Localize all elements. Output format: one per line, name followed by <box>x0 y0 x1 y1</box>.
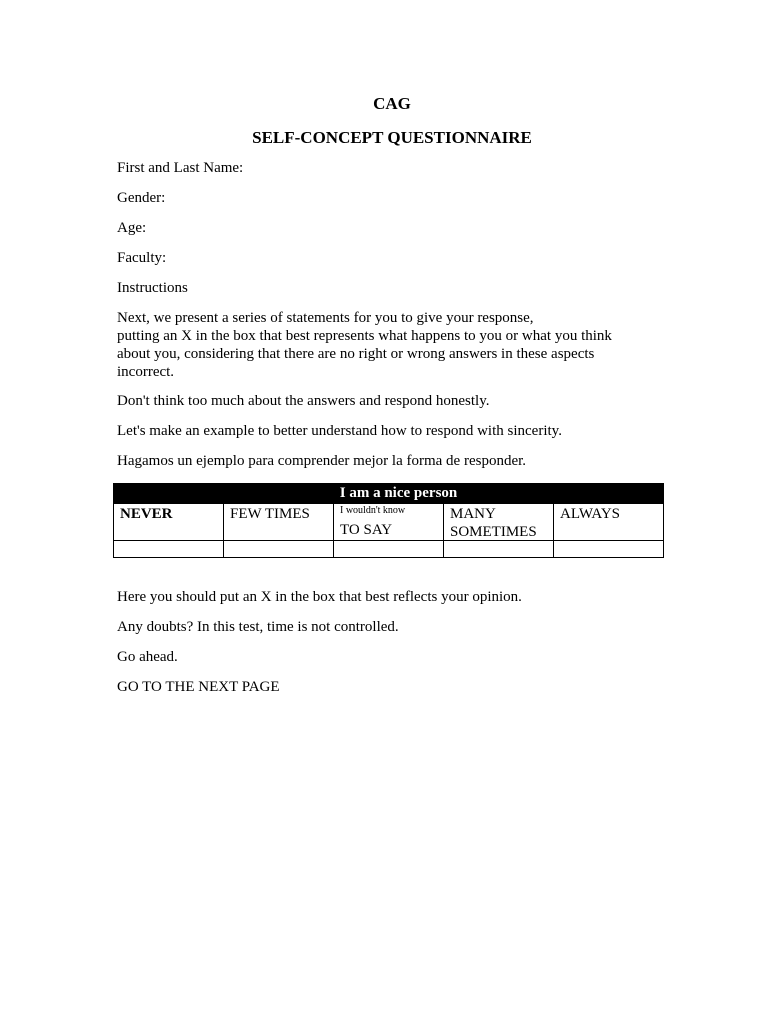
answer-box-never[interactable] <box>114 541 224 558</box>
option-wouldnt-know-small: I wouldn't know <box>340 505 406 516</box>
example-table <box>113 483 664 558</box>
mark-instruction-text: Here you should put an X in the box that best reflects your opinion. <box>117 589 522 605</box>
gender-field-label: Gender: <box>117 190 166 206</box>
name-field-label: First and Last Name: <box>117 160 244 176</box>
answer-box-few-times[interactable] <box>224 541 334 558</box>
option-many-line2: SOMETIMES <box>450 524 537 540</box>
answer-box-many-sometimes[interactable] <box>444 541 554 558</box>
option-many-line1: MANY <box>450 506 496 522</box>
option-wouldnt-know-main: TO SAY <box>340 522 393 538</box>
instructions-heading: Instructions <box>117 280 188 296</box>
example-statement: I am a nice person <box>114 484 663 503</box>
age-field-label: Age: <box>117 220 147 236</box>
example-answer-row <box>114 540 663 558</box>
answer-box-always[interactable] <box>554 541 663 558</box>
document-code: CAG <box>373 94 411 113</box>
example-intro-text: Let's make an example to better understand how to respond with sincerity. <box>117 423 562 439</box>
answer-box-wouldnt-know[interactable] <box>334 541 444 558</box>
option-always: ALWAYS <box>560 506 621 522</box>
example-options-row <box>114 503 663 540</box>
document-title: SELF-CONCEPT QUESTIONNAIRE <box>252 128 532 147</box>
next-page-text: GO TO THE NEXT PAGE <box>117 679 280 695</box>
instructions-paragraph <box>117 309 637 381</box>
example-intro-spanish-text: Hagamos un ejemplo para comprender mejor la forma de responder. <box>117 453 527 469</box>
doubts-text: Any doubts? In this test, time is not controlled. <box>117 619 399 635</box>
go-ahead-text: Go ahead. <box>117 649 178 665</box>
dont-think-text: Don't think too much about the answers and respond honestly. <box>117 393 490 409</box>
instructions-line: Next, we present a series of statements for you to give your response, <box>117 310 534 326</box>
instructions-line: putting an X in the box that best represents what happens to you or what you think <box>117 328 612 344</box>
faculty-field-label: Faculty: <box>117 250 167 266</box>
option-never: NEVER <box>114 504 224 540</box>
option-many-sometimes <box>444 504 554 540</box>
instructions-line: about you, considering that there are no right or wrong answers in these aspects <box>117 346 595 362</box>
option-few-times: FEW TIMES <box>224 504 334 540</box>
option-wouldnt-know <box>334 504 444 540</box>
instructions-line: incorrect. <box>117 364 175 380</box>
